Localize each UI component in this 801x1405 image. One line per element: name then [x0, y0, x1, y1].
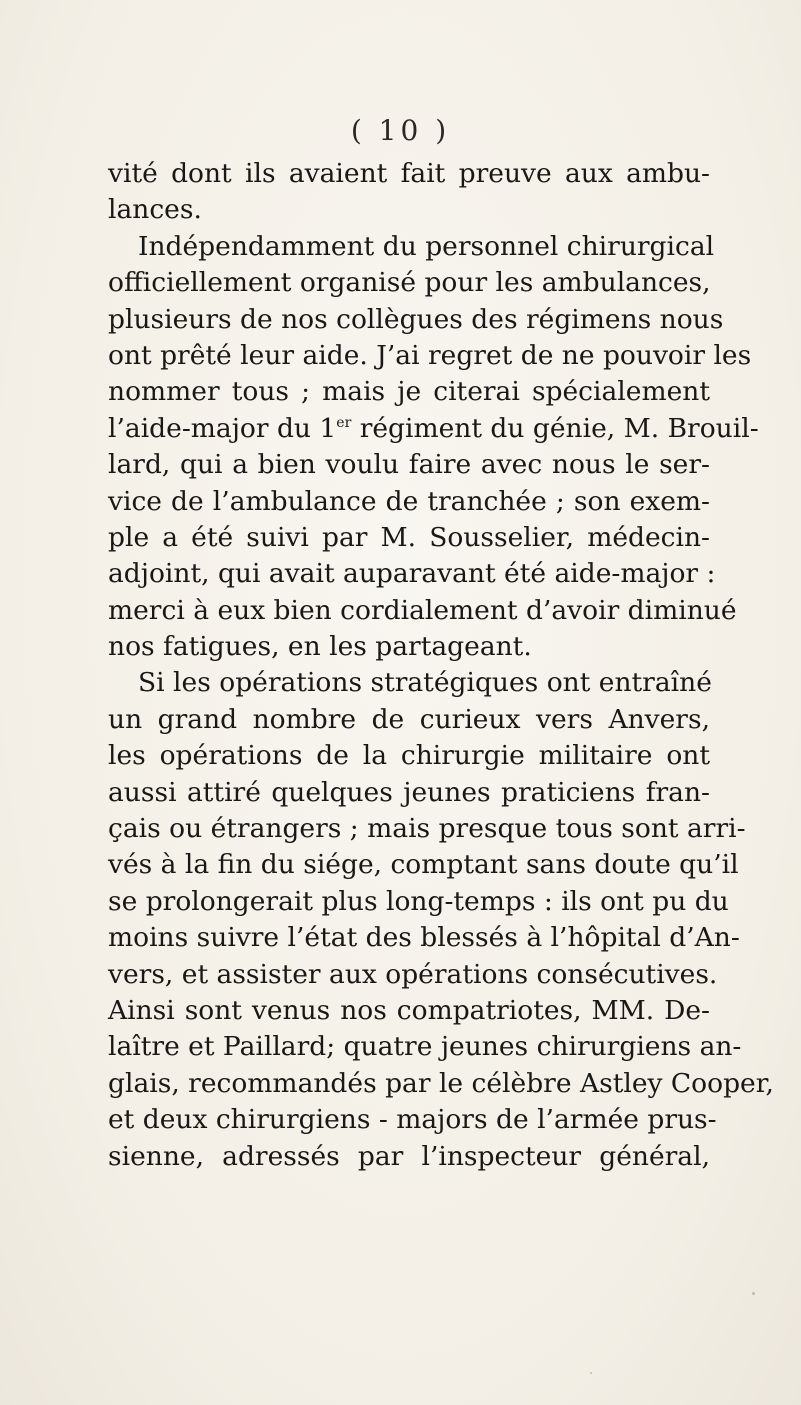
- text-line: lard, qui a bien voulu faire avec nous le ser-: [108, 449, 710, 481]
- text-line: plusieurs de nos collègues des régimens nous: [108, 303, 724, 335]
- text-line: nos fatigues, en les partageant.: [108, 631, 532, 663]
- text-line: ple a été suivi par M. Sousselier, médecin-: [108, 521, 710, 553]
- text-line: se prolongerait plus long-temps : ils ont pu du: [108, 885, 729, 917]
- text-line: un grand nombre de curieux vers Anvers,: [108, 703, 710, 735]
- text-line: nommer tous ; mais je citerai spécialement: [108, 376, 710, 408]
- page-number: ( 10 ): [350, 114, 451, 147]
- text-line: aussi attiré quelques jeunes praticiens fran-: [108, 776, 710, 808]
- text-line: Indépendamment du personnel chirurgical: [138, 230, 715, 262]
- text-line: les opérations de la chirurgie militaire ont: [108, 740, 710, 772]
- text-segment: l’aide-major du 1: [108, 412, 337, 444]
- text-line: Si les opérations stratégiques ont entraîné: [138, 667, 712, 699]
- paper-speck: [590, 1372, 592, 1374]
- text-line: glais, recommandés par le célèbre Astley Cooper,: [108, 1067, 774, 1099]
- text-line: ont prêté leur aide. J’ai regret de ne pouvoir les: [108, 339, 752, 371]
- text-line: sienne, adressés par l’inspecteur général,: [108, 1140, 710, 1172]
- text-line: Ainsi sont venus nos compatriotes, MM. De-: [108, 994, 710, 1026]
- text-line: [108, 411, 759, 447]
- superscript: er: [336, 414, 352, 431]
- text-segment: régiment du génie, M. Brouil-: [351, 412, 759, 444]
- text-line: officiellement organisé pour les ambulances,: [108, 267, 711, 299]
- text-line: moins suivre l’état des blessés à l’hôpital d’An-: [108, 922, 740, 954]
- text-line: çais ou étrangers ; mais presque tous sont arri-: [108, 813, 746, 845]
- text-line: laître et Paillard; quatre jeunes chirurgiens an-: [108, 1031, 742, 1063]
- text-line: vice de l’ambulance de tranchée ; son exem-: [108, 485, 710, 517]
- text-line: lances.: [108, 194, 202, 226]
- text-line: adjoint, qui avait auparavant été aide-major :: [108, 558, 716, 590]
- paper-speck: [752, 1292, 755, 1295]
- text-line: vés à la fin du siége, comptant sans doute qu’il: [108, 849, 739, 881]
- text-line: merci à eux bien cordialement d’avoir diminué: [108, 594, 737, 626]
- body-text: [108, 156, 774, 1175]
- text-line: vers, et assister aux opérations consécutives.: [108, 958, 718, 990]
- text-line: vité dont ils avaient fait preuve aux ambu-: [108, 158, 710, 189]
- text-line: et deux chirurgiens - majors de l’armée prus-: [108, 1104, 717, 1136]
